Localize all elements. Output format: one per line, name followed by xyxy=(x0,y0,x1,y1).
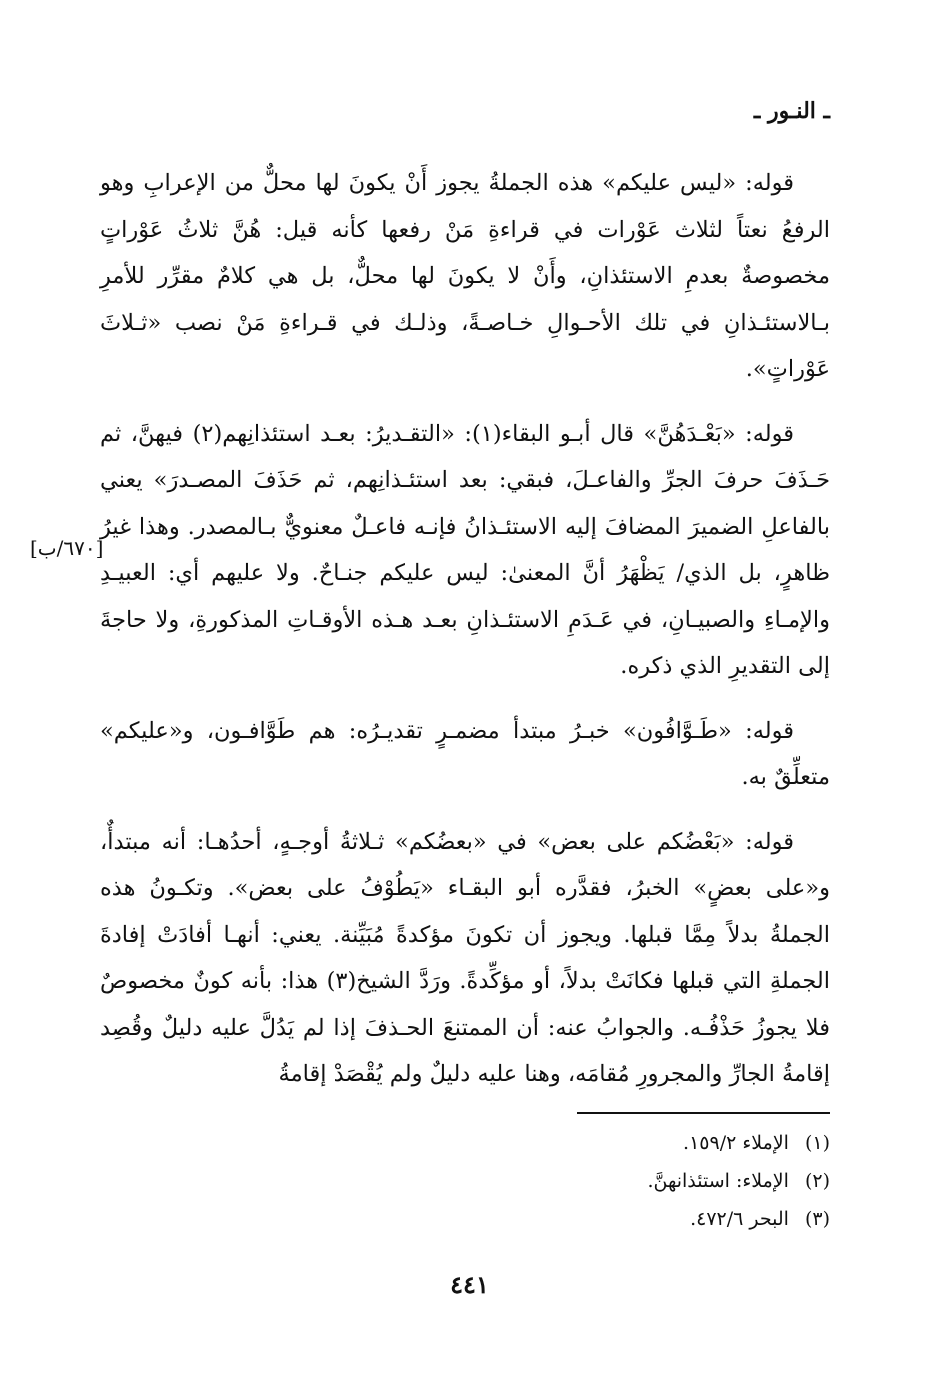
footnote-text: الإملاء ١٥٩/٢. xyxy=(683,1132,789,1154)
footnote xyxy=(400,1124,830,1162)
footnote-number: (١) xyxy=(804,1132,830,1154)
paragraph-2: قوله: «بَعْـدَهُنَّ» قال أبـو البقاء(١): «التقـديرُ: بعـد استئذانِهم(٢) فيهنَّ، ثم حَـذَفَ حرفَ الجرِّ والفاعـلَ، فبقي: بعد استئـذانِهم، ثم حَذَفَ المصـدرَ» يعني بالفاعلِ الضميرَ المضافَ إليه الاستئـذانُ فإنـه فاعـلٌ معنويٌّ بـالمصدر. وهذا غيرُ ظاهرٍ، بل الذي/ يَظْهَرُ أنَّ المعنىٰ: ليس عليكم جنـاحٌ. ولا عليهم أي: العبيـدِ والإمـاءِ والصبيـانِ، في عَـدَمِ الاستئـذانِ بعـد هـذه الأوقـاتِ المذكورةِ، ولا حاجةَ إلى التقديرِ الذي ذكره. xyxy=(100,420,830,679)
page-number: ٤٤١ xyxy=(450,1270,489,1299)
main-text xyxy=(100,160,830,1116)
footnote-text: الإملاء: استئذانهنَّ. xyxy=(647,1170,789,1192)
manuscript-folio-reference: [٦٧٠/ب] xyxy=(30,536,104,560)
footnote-text: البحر ٤٧٢/٦. xyxy=(690,1208,789,1230)
footnote xyxy=(400,1200,830,1238)
footnote-number: (٣) xyxy=(804,1208,830,1230)
paragraph-1: قوله: «ليس عليكم» هذه الجملةُ يجوز أَنْ يكونَ لها محلٌّ من الإعرابِ وهو الرفعُ نعتاً لثلاث عَوْرات في قراءةِ مَنْ رفعها كأنه قيل: هُنَّ ثلاثُ عَوْراتٍ مخصوصةٌ بعدمِ الاستئذانِ، وأَنْ لا يكونَ لها محلٌّ، بل هي كلامٌ مقرِّر للأمرِ بـالاستئـذانِ في تلك الأحـوالِ خـاصـةً، وذلـك في قـراءةِ مَنْ نصب «ثـلاثَ عَوْراتٍ». xyxy=(100,170,830,382)
footnote xyxy=(400,1162,830,1200)
footnote-number: (٢) xyxy=(804,1170,830,1192)
running-header: ـ النـور ـ xyxy=(753,98,830,124)
footnote-divider xyxy=(577,1112,830,1114)
paragraph-3: قوله: «طَـوَّافُون» خبـرُ مبتدأ مضمـرٍ تقديـرُه: هم طَوَّافـون، و«عليكم» متعلِّقٌ به. xyxy=(100,717,830,790)
paragraph-4: قوله: «بَعْضُكم على بعض» في «بعضُكم» ثـلاثةُ أوجـهٍ، أحدُهـا: أنه مبتدأٌ، و«على بعضٍ» الخبرُ، فقدَّره أبو البقـاء «يَطُوْفُ على بعض». وتكـونُ هذه الجملةُ بدلاً مِمَّا قبلها. ويجوز أن تكونَ مؤكدةً مُبَيِّنة. يعني: أنهـا أفادَتْ إفادةَ الجملةِ التي قبلها فكانَتْ بدلاً، أو مؤكِّدةً. ورَدَّ الشيخ(٣) هذا: بأنه كونٌ مخصوصٌ فلا يجوزُ حَذْفُـه. والجوابُ عنه: أن الممتنعَ الحـذفَ إذا لم يَدُلَّ عليه دليلٌ وقُصِد إقامةُ الجارِّ والمجرورِ مُقامَه، وهنا عليه دليلٌ ولم يُقْصَدْ إقامةُ xyxy=(100,828,831,1087)
footnotes xyxy=(400,1124,830,1238)
